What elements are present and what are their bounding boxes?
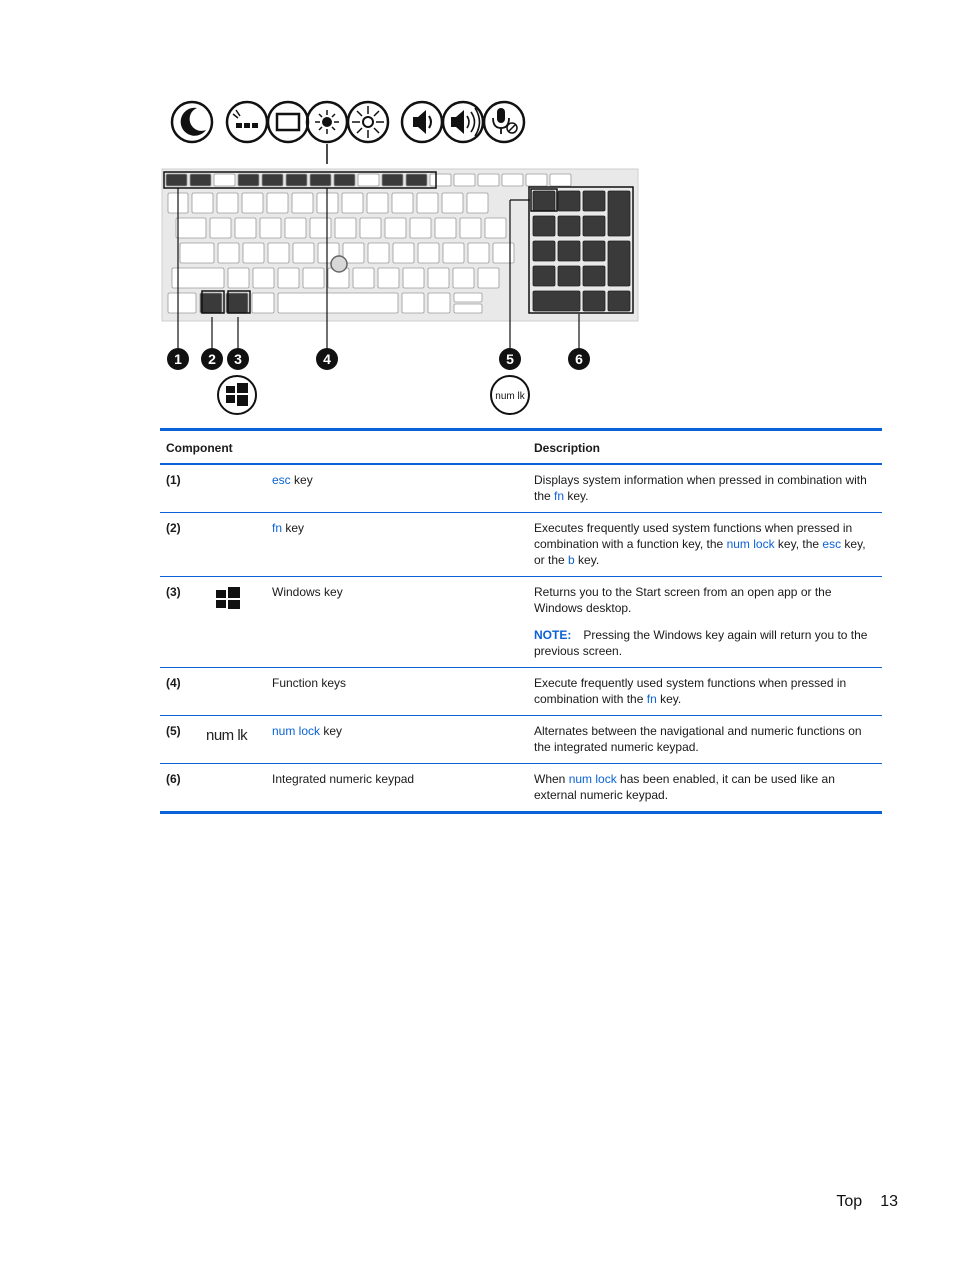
key-name-link: esc [822, 537, 842, 551]
component-text: Function keys [272, 676, 347, 690]
keyboard-key [180, 243, 214, 263]
component-text: Windows key [272, 585, 343, 599]
keyboard-key [176, 218, 206, 238]
description-text [534, 472, 876, 504]
keyboard-key [533, 191, 555, 211]
description-segment: Displays system information when pressed in combination with the [534, 473, 867, 503]
key-name-link: num lock [568, 772, 617, 786]
page-footer [836, 1193, 898, 1211]
table-row [160, 513, 882, 577]
row-number: (3) [166, 585, 181, 599]
keyboard-key [214, 174, 235, 186]
key-name-link: fn [272, 521, 283, 535]
keyboard-key [217, 193, 238, 213]
keyboard-key [218, 243, 239, 263]
row-icon-cell [206, 764, 266, 813]
description-text [534, 520, 876, 568]
component-text: key [290, 473, 313, 487]
keyboard-key [402, 293, 424, 313]
windows-key-icon [218, 376, 256, 414]
table-row [160, 764, 882, 813]
key-name-link: num lock [272, 724, 321, 738]
description-segment: key, the [774, 537, 823, 551]
row-icon-cell [206, 577, 266, 668]
keyboard-key [406, 174, 427, 186]
table-header [160, 430, 882, 465]
keyboard-key [558, 241, 580, 261]
key-name-link: num lock [726, 537, 775, 551]
keyboard-key [418, 243, 439, 263]
keyboard-key [358, 174, 379, 186]
description-header: Description [534, 441, 601, 455]
keyboard-key [243, 243, 264, 263]
keyboard-key [378, 268, 399, 288]
key-name-link: b [568, 553, 575, 567]
keyboard-key [460, 218, 481, 238]
component-name [266, 513, 528, 577]
description-segment: key. [656, 692, 682, 706]
keyboard-key [533, 291, 580, 311]
keyboard-key [226, 293, 248, 313]
component-description [528, 513, 882, 577]
component-description [528, 668, 882, 716]
row-number: (2) [166, 521, 181, 535]
row-icon-cell [206, 668, 266, 716]
keyboard-key [293, 243, 314, 263]
description-segment: Alternates between the navigational and numeric functions on the integrated numeric keypad. [534, 724, 862, 754]
keyboard-key [583, 241, 605, 261]
keyboard-key [253, 268, 274, 288]
description-segment: Execute frequently used system functions when pressed in combination with the [534, 676, 847, 706]
keyboard-key [583, 191, 605, 211]
keyboard-key [168, 293, 196, 313]
component-name [266, 464, 528, 513]
description-text [534, 771, 876, 803]
component-header: Component [166, 441, 233, 455]
keyboard-key [228, 268, 249, 288]
mute-mic-icon [484, 102, 524, 142]
keyboard-figure [150, 92, 650, 422]
keyboard-key [393, 243, 414, 263]
keyboard-key [278, 268, 299, 288]
keyboard-key [558, 216, 580, 236]
keyboard-key [242, 193, 263, 213]
keyboard-key [533, 216, 555, 236]
keyboard-key [310, 218, 331, 238]
keyboard-key [403, 268, 424, 288]
keyboard-key [252, 293, 274, 313]
footer-section: Top [836, 1193, 863, 1210]
component-name [266, 668, 528, 716]
keyboard-key [478, 174, 499, 186]
callout-2: 2 [208, 351, 216, 367]
keyboard-key [292, 193, 313, 213]
keyboard-key [478, 268, 499, 288]
key-name-link: fn [554, 489, 565, 503]
keyboard-key [608, 241, 630, 286]
brightness-down-icon [307, 102, 347, 142]
keyboard-key [608, 191, 630, 236]
keyboard-key [533, 241, 555, 261]
row-icon-cell [206, 716, 266, 764]
note [534, 627, 876, 659]
volume-icon [443, 102, 483, 142]
keyboard-key [267, 193, 288, 213]
windows-icon [216, 587, 240, 609]
callout-4: 4 [323, 351, 331, 367]
note-text: Pressing the Windows key again will return you to the previous screen. [534, 628, 868, 658]
keyboard-key [360, 218, 381, 238]
display-switch-icon [227, 102, 267, 142]
keyboard-key [502, 174, 523, 186]
keyboard-key [286, 174, 307, 186]
keyboard-key [353, 268, 374, 288]
keyboard-key [533, 266, 555, 286]
keyboard-key [166, 174, 187, 186]
component-text: key [320, 724, 343, 738]
keyboard-key [417, 193, 438, 213]
keyboard-key [382, 174, 403, 186]
page-number: 13 [880, 1193, 898, 1210]
keyboard-key [428, 268, 449, 288]
row-number: (5) [166, 724, 181, 738]
keyboard-key [443, 243, 464, 263]
component-name [266, 577, 528, 668]
row-number: (4) [166, 676, 181, 690]
description-text [534, 675, 876, 707]
callout-5: 5 [506, 351, 514, 367]
keyboard-key [172, 268, 224, 288]
keyboard-key [583, 216, 605, 236]
description-segment: When [534, 772, 569, 786]
keyboard-key [335, 218, 356, 238]
component-text: Integrated numeric keypad [272, 772, 415, 786]
callout-1: 1 [174, 351, 182, 367]
keyboard-key [368, 243, 389, 263]
numlk-icon: num lk [206, 727, 248, 744]
sleep-icon [172, 102, 212, 142]
row-icon-cell [206, 464, 266, 513]
keyboard-key [268, 243, 289, 263]
component-name [266, 764, 528, 813]
num-lock-figure-label: num lk [495, 391, 525, 402]
keyboard-key [334, 174, 355, 186]
keyboard-key [278, 293, 398, 313]
table-row [160, 464, 882, 513]
table-body [160, 464, 882, 813]
table-row [160, 716, 882, 764]
component-description [528, 764, 882, 813]
component-description [528, 716, 882, 764]
window-icon [268, 102, 308, 142]
description-segment: Returns you to the Start screen from an open app or the Windows desktop. [534, 585, 832, 615]
keyboard-key [342, 193, 363, 213]
description-segment: Executes frequently used system functions when pressed in combination with a function key, the [534, 521, 853, 551]
keyboard-key [583, 291, 605, 311]
description-segment: key. [564, 489, 589, 503]
keyboard-key [285, 218, 306, 238]
keyboard-key [303, 268, 324, 288]
table-row [160, 577, 882, 668]
keyboard-key [468, 243, 489, 263]
speaker-icon [402, 102, 442, 142]
num-lock-key-icon [491, 376, 529, 414]
keyboard-key [410, 218, 431, 238]
keyboard-key [467, 193, 488, 213]
keyboard-key [200, 293, 222, 313]
keyboard-key [310, 174, 331, 186]
keyboard-key [235, 218, 256, 238]
keyboard-key [454, 304, 482, 313]
keyboard-key [262, 174, 283, 186]
keyboard-key [192, 193, 213, 213]
keyboard-key [550, 174, 571, 186]
keyboard-key [430, 174, 451, 186]
note-label: NOTE: [534, 628, 572, 642]
keyboard-key [238, 174, 259, 186]
description-text [534, 584, 876, 616]
keyboard-key [428, 293, 450, 313]
component-description [528, 464, 882, 513]
component-text: key [282, 521, 305, 535]
keyboard-key [260, 218, 281, 238]
component-table [160, 428, 882, 814]
callout-3: 3 [234, 351, 242, 367]
pointing-stick [331, 256, 347, 272]
keyboard-key [210, 218, 231, 238]
keyboard-key [608, 291, 630, 311]
key-name-link: fn [646, 692, 657, 706]
keyboard-key [190, 174, 211, 186]
keyboard-key [367, 193, 388, 213]
row-icon-cell [206, 513, 266, 577]
keyboard-key [442, 193, 463, 213]
keyboard-key [453, 268, 474, 288]
callout-6: 6 [575, 351, 583, 367]
key-name-link: esc [272, 473, 291, 487]
row-number: (1) [166, 473, 181, 487]
table-row [160, 668, 882, 716]
row-number: (6) [166, 772, 181, 786]
keyboard-key [558, 266, 580, 286]
component-description [528, 577, 882, 668]
keyboard-key [526, 174, 547, 186]
keyboard-key [485, 218, 506, 238]
keyboard-key [385, 218, 406, 238]
keyboard-key [558, 191, 580, 211]
description-text [534, 723, 876, 755]
keyboard-key [435, 218, 456, 238]
keyboard-key [583, 266, 605, 286]
keyboard-key [493, 243, 514, 263]
keyboard-key [392, 193, 413, 213]
brightness-up-icon [348, 102, 388, 142]
description-segment: key, or the [534, 537, 866, 567]
description-segment: has been enabled, it can be used like an external numeric keypad. [534, 772, 835, 802]
description-segment: key. [574, 553, 600, 567]
keyboard-key [454, 174, 475, 186]
keyboard-key [454, 293, 482, 302]
component-name [266, 716, 528, 764]
